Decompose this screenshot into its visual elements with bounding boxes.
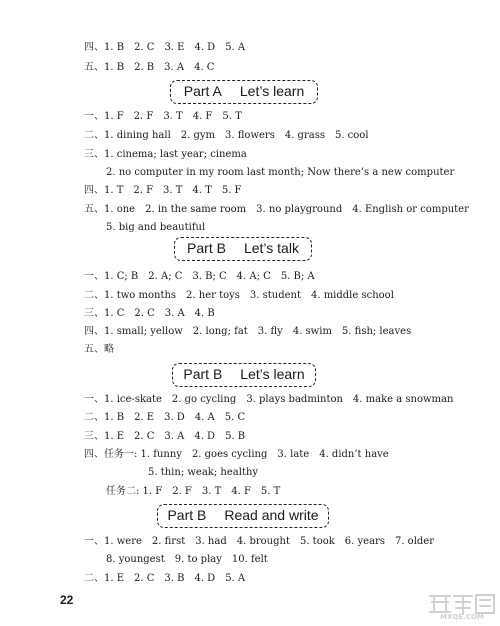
answer-line: 五、1. one 2. in the same room 3. no playground 4. English or computer [84, 204, 469, 215]
answer-line: 二、1. two months 2. her toys 3. student 4. middle school [84, 290, 394, 301]
watermark-logo [426, 590, 498, 620]
answer-line: 四、1. B 2. C 3. E 4. D 5. A [84, 42, 246, 53]
page-number: 22 [60, 593, 74, 607]
heading-part: Part A [183, 83, 222, 99]
answer-line: 五、略 [84, 344, 114, 355]
answer-line: 5. thin; weak; healthy [148, 467, 259, 478]
heading-part: Part B [167, 507, 207, 523]
answer-line: 一、1. C; B 2. A; C 3. B; C 4. A; C 5. B; A [84, 271, 315, 282]
answer-line: 四、1. T 2. F 3. T 4. T 5. F [84, 185, 242, 196]
heading-title: Let’s talk [243, 240, 299, 256]
answer-line: 二、1. B 2. E 3. D 4. A 5. C [84, 412, 246, 423]
answer-line: 四、1. small; yellow 2. long; fat 3. fly 4. swim 5. fish; leaves [84, 326, 412, 337]
heading-title: Read and write [224, 507, 319, 523]
answer-line: 5. big and beautiful [106, 222, 206, 233]
answer-line: 一、1. F 2. F 3. T 4. F 5. T [84, 111, 242, 122]
section-heading [174, 237, 312, 261]
heading-part: Part B [187, 240, 226, 256]
svg-text:MXQE.COM: MXQE.COM [440, 613, 484, 620]
answer-line: 三、1. E 2. C 3. A 4. D 5. B [84, 431, 246, 442]
heading-title: Let’s learn [239, 83, 305, 99]
answer-line: 三、1. C 2. C 3. A 4. B [84, 308, 215, 319]
answer-line: 8. youngest 9. to play 10. felt [106, 554, 268, 565]
section-heading [157, 504, 329, 528]
answer-line: 二、1. dining hall 2. gym 3. flowers 4. grass 5. cool [84, 130, 369, 141]
heading-title: Let’s learn [240, 366, 305, 382]
section-heading [170, 80, 318, 104]
answer-line: 四、任务一: 1. funny 2. goes cycling 3. late 4. didn’t have [84, 449, 389, 460]
answer-line: 一、1. ice-skate 2. go cycling 3. plays badminton 4. make a snowman [84, 394, 454, 405]
answer-line: 2. no computer in my room last month; Now there’s a new computer [106, 167, 455, 178]
heading-part: Part B [183, 366, 223, 382]
section-heading [172, 363, 316, 387]
answer-line: 三、1. cinema; last year; cinema [84, 149, 247, 160]
answer-line: 五、1. B 2. B 3. A 4. C [84, 62, 215, 73]
answer-line: 二、1. E 2. C 3. B 4. D 5. A [84, 573, 246, 584]
answer-line: 任务二: 1. F 2. F 3. T 4. F 5. T [106, 486, 281, 497]
answer-line: 一、1. were 2. first 3. had 4. brought 5. took 6. years 7. older [84, 536, 434, 547]
